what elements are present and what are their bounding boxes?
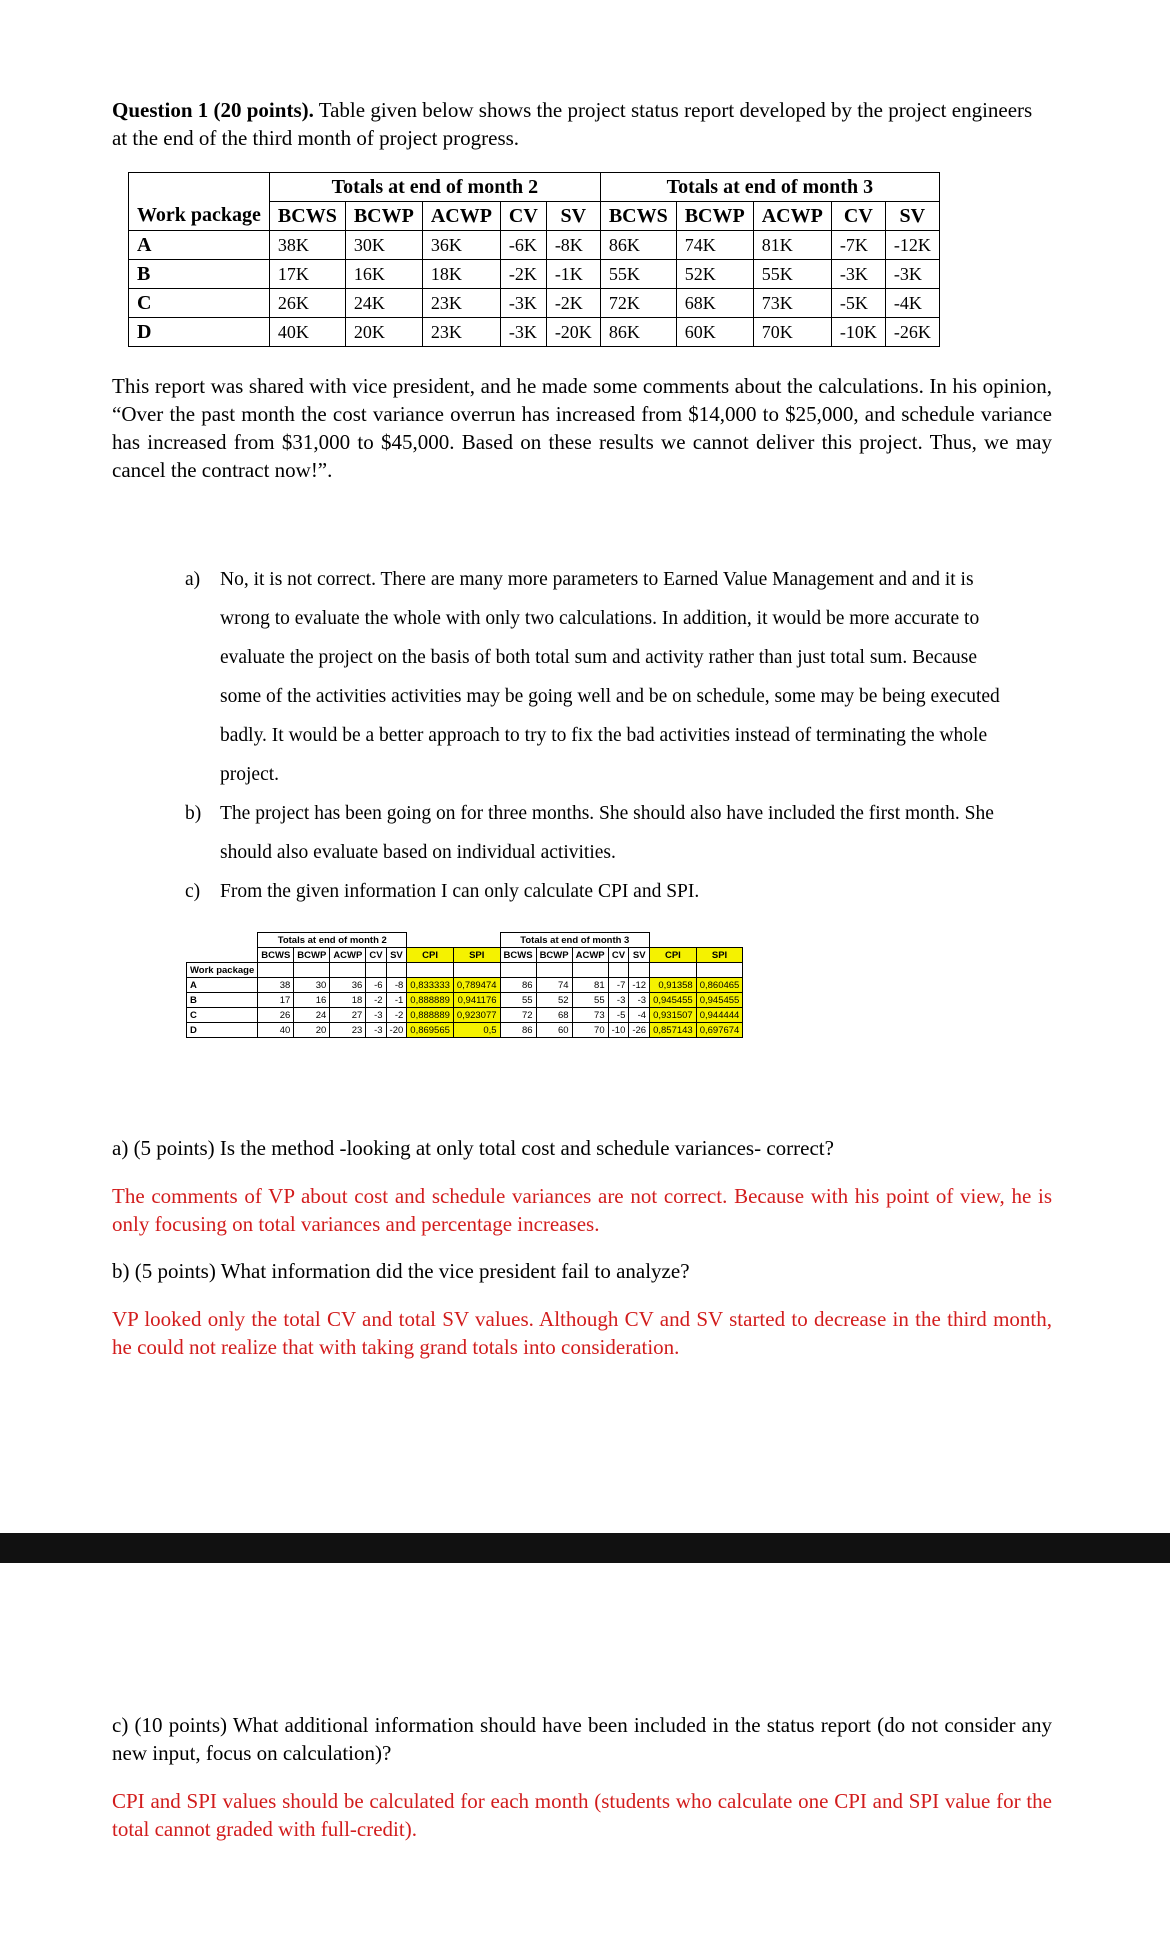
value-cell: -20K	[546, 318, 600, 347]
table-row	[187, 993, 743, 1008]
table-row	[187, 1008, 743, 1023]
table-row	[187, 978, 743, 993]
value-cell: -10	[608, 1023, 629, 1038]
value-cell: 18	[330, 993, 366, 1008]
value-cell: -3	[366, 1008, 386, 1023]
col-header: ACWP	[330, 948, 366, 963]
work-package-cell: D	[129, 318, 270, 347]
value-cell: -3	[629, 993, 650, 1008]
spacer-cell	[650, 933, 697, 948]
value-cell: 74K	[676, 231, 753, 260]
answer-text: No, it is not correct. There are many more parameters to Earned Value Management and and it is wrong to evaluate the whole with only two calculations. In addition, it would be more accurate to evaluate the project on the basis of both total sum and activity rather than just total sum. Because some of the activities activities may be going well and be on schedule, some may be being executed badly. It would be a better approach to try to fix the bad activities instead of terminating the whole project.	[220, 569, 1000, 785]
value-cell: 0,697674	[696, 1023, 743, 1038]
value-cell: 23	[330, 1023, 366, 1038]
value-cell: 38	[258, 978, 294, 993]
spacer-cell	[407, 933, 454, 948]
work-package-cell: A	[129, 231, 270, 260]
vp-comment-paragraph: This report was shared with vice president, and he made some comments about the calculations. In his opinion, “Over the past month the cost variance overrun has increased from $14,000 to $25,000, and schedule variance has increased from $31,000 to $45,000. Based on these results we cannot deliver this project. Thus, we may cancel the contract now!”.	[112, 374, 1052, 482]
answer-a: The comments of VP about cost and schedule variances are not correct. Because with his point of view, he is only focusing on total variances and percentage increases.	[112, 1184, 1052, 1236]
spreadsheet-body	[187, 978, 743, 1038]
table-row	[129, 318, 940, 347]
value-cell: 86K	[600, 318, 676, 347]
value-cell: 60K	[676, 318, 753, 347]
value-cell: 86	[500, 978, 536, 993]
status-report-body	[129, 231, 940, 347]
col-header: SV	[546, 202, 600, 231]
col-header: BCWS	[500, 948, 536, 963]
corner-cell	[187, 933, 258, 948]
col-header: BCWP	[536, 948, 572, 963]
table-row	[129, 231, 940, 260]
empty-cell	[572, 963, 608, 978]
work-package-header: Work package	[129, 202, 270, 231]
value-cell: 24K	[345, 289, 422, 318]
value-cell: -12K	[885, 231, 939, 260]
value-cell: 40K	[269, 318, 345, 347]
col-header: BCWP	[294, 948, 330, 963]
col-header: CPI	[407, 948, 454, 963]
answer-letter: c)	[185, 881, 201, 902]
col-header: CPI	[650, 948, 697, 963]
col-header: ACWP	[572, 948, 608, 963]
value-cell: -2K	[500, 260, 546, 289]
work-package-header: Work package	[187, 963, 258, 978]
value-cell: 74	[536, 978, 572, 993]
value-cell: 72	[500, 1008, 536, 1023]
corner-cell	[187, 948, 258, 963]
value-cell: 0,945455	[696, 993, 743, 1008]
empty-cell	[407, 963, 454, 978]
col-header: CV	[366, 948, 386, 963]
value-cell: -3	[608, 993, 629, 1008]
value-cell: -3K	[500, 318, 546, 347]
work-package-cell: B	[187, 993, 258, 1008]
value-cell: 0,945455	[650, 993, 697, 1008]
value-cell: -26	[629, 1023, 650, 1038]
empty-cell	[453, 963, 500, 978]
empty-cell	[696, 963, 743, 978]
col-header: BCWS	[258, 948, 294, 963]
value-cell: 23K	[422, 318, 500, 347]
value-cell: 0,5	[453, 1023, 500, 1038]
value-cell: -2K	[546, 289, 600, 318]
student-answer-list	[185, 560, 1015, 911]
value-cell: -7K	[831, 231, 885, 260]
value-cell: -26K	[885, 318, 939, 347]
value-cell: -4K	[885, 289, 939, 318]
table-row	[187, 1023, 743, 1038]
table-row	[129, 260, 940, 289]
month3-group-header: Totals at end of month 3	[600, 173, 939, 202]
value-cell: 73K	[753, 289, 831, 318]
col-header: ACWP	[753, 202, 831, 231]
empty-cell	[629, 963, 650, 978]
student-answer-item	[185, 560, 1015, 794]
col-header: CV	[608, 948, 629, 963]
empty-cell	[294, 963, 330, 978]
value-cell: 27	[330, 1008, 366, 1023]
col-header: BCWS	[600, 202, 676, 231]
value-cell: -12	[629, 978, 650, 993]
value-cell: 70	[572, 1023, 608, 1038]
value-cell: 0,91358	[650, 978, 697, 993]
answer-c: CPI and SPI values should be calculated for each month (students who calculate one CPI and SPI value for the total cannot graded with full-credit).	[112, 1789, 1052, 1841]
work-package-cell: A	[187, 978, 258, 993]
col-header: CV	[500, 202, 546, 231]
table-row	[129, 289, 940, 318]
col-header: BCWS	[269, 202, 345, 231]
answer-b: VP looked only the total CV and total SV values. Although CV and SV started to decrease in the third month, he could not realize that with taking grand totals into consideration.	[112, 1307, 1052, 1359]
question-label: Question 1 (20 points).	[112, 98, 314, 122]
work-package-cell: B	[129, 260, 270, 289]
value-cell: 0,931507	[650, 1008, 697, 1023]
col-header: SV	[629, 948, 650, 963]
value-cell: -7	[608, 978, 629, 993]
value-cell: -6	[366, 978, 386, 993]
value-cell: 73	[572, 1008, 608, 1023]
page-divider-bar	[0, 1533, 1170, 1563]
month2-group-header: Totals at end of month 2	[269, 173, 600, 202]
value-cell: 0,888889	[407, 993, 454, 1008]
value-cell: 72K	[600, 289, 676, 318]
value-cell: 86	[500, 1023, 536, 1038]
value-cell: 68K	[676, 289, 753, 318]
col-header: SV	[386, 948, 407, 963]
empty-cell	[258, 963, 294, 978]
value-cell: 52	[536, 993, 572, 1008]
value-cell: -6K	[500, 231, 546, 260]
student-answer-item	[185, 872, 1015, 911]
value-cell: -5	[608, 1008, 629, 1023]
value-cell: 81K	[753, 231, 831, 260]
col-header: SPI	[696, 948, 743, 963]
value-cell: 18K	[422, 260, 500, 289]
value-cell: 30	[294, 978, 330, 993]
month2-group-header: Totals at end of month 2	[258, 933, 407, 948]
question-text: Table given below shows the project status report developed by the project engineers at the end of the third month of project progress.	[112, 98, 1033, 150]
value-cell: 38K	[269, 231, 345, 260]
empty-cell	[536, 963, 572, 978]
value-cell: 68	[536, 1008, 572, 1023]
corner-cell	[129, 173, 270, 202]
value-cell: 86K	[600, 231, 676, 260]
col-header: SPI	[453, 948, 500, 963]
value-cell: -2	[386, 1008, 407, 1023]
value-cell: -3K	[500, 289, 546, 318]
value-cell: 70K	[753, 318, 831, 347]
empty-cell	[608, 963, 629, 978]
empty-cell	[650, 963, 697, 978]
value-cell: 23K	[422, 289, 500, 318]
question-a: a) (5 points) Is the method -looking at only total cost and schedule variances- correct?	[112, 1136, 834, 1160]
value-cell: 60	[536, 1023, 572, 1038]
value-cell: 55	[500, 993, 536, 1008]
value-cell: 36	[330, 978, 366, 993]
value-cell: 55	[572, 993, 608, 1008]
value-cell: -3	[366, 1023, 386, 1038]
value-cell: 20K	[345, 318, 422, 347]
value-cell: 26	[258, 1008, 294, 1023]
value-cell: 16	[294, 993, 330, 1008]
value-cell: -10K	[831, 318, 885, 347]
student-answer-item	[185, 794, 1015, 872]
col-header: ACWP	[422, 202, 500, 231]
answer-letter: a)	[185, 569, 201, 590]
value-cell: -4	[629, 1008, 650, 1023]
empty-cell	[500, 963, 536, 978]
question-title	[112, 96, 1052, 152]
col-header: CV	[831, 202, 885, 231]
value-cell: -2	[366, 993, 386, 1008]
value-cell: 26K	[269, 289, 345, 318]
value-cell: 0,857143	[650, 1023, 697, 1038]
answer-text: From the given information I can only calculate CPI and SPI.	[220, 881, 700, 902]
work-package-cell: C	[129, 289, 270, 318]
value-cell: 55K	[600, 260, 676, 289]
value-cell: -3K	[885, 260, 939, 289]
value-cell: 0,860465	[696, 978, 743, 993]
value-cell: 36K	[422, 231, 500, 260]
value-cell: -1K	[546, 260, 600, 289]
value-cell: 0,923077	[453, 1008, 500, 1023]
value-cell: 0,869565	[407, 1023, 454, 1038]
question-b: b) (5 points) What information did the vice president fail to analyze?	[112, 1259, 690, 1283]
value-cell: 0,833333	[407, 978, 454, 993]
spreadsheet-table	[186, 932, 743, 1038]
value-cell: -8K	[546, 231, 600, 260]
value-cell: 24	[294, 1008, 330, 1023]
answer-text: The project has been going on for three months. She should also have included the first month. She should also evaluate based on individual activities.	[220, 803, 994, 863]
value-cell: -3K	[831, 260, 885, 289]
value-cell: -1	[386, 993, 407, 1008]
empty-cell	[366, 963, 386, 978]
answer-letter: b)	[185, 803, 202, 824]
value-cell: 0,888889	[407, 1008, 454, 1023]
value-cell: 17	[258, 993, 294, 1008]
value-cell: -5K	[831, 289, 885, 318]
status-report-table	[128, 172, 940, 347]
value-cell: 0,944444	[696, 1008, 743, 1023]
work-package-cell: C	[187, 1008, 258, 1023]
value-cell: -8	[386, 978, 407, 993]
spacer-cell	[696, 933, 743, 948]
value-cell: 0,789474	[453, 978, 500, 993]
month3-group-header: Totals at end of month 3	[500, 933, 650, 948]
value-cell: 40	[258, 1023, 294, 1038]
value-cell: 30K	[345, 231, 422, 260]
empty-cell	[386, 963, 407, 978]
value-cell: -20	[386, 1023, 407, 1038]
col-header: BCWP	[345, 202, 422, 231]
value-cell: 17K	[269, 260, 345, 289]
empty-cell	[330, 963, 366, 978]
col-header: BCWP	[676, 202, 753, 231]
value-cell: 55K	[753, 260, 831, 289]
value-cell: 0,941176	[453, 993, 500, 1008]
value-cell: 16K	[345, 260, 422, 289]
question-c: c) (10 points) What additional information should have been included in the status report (do not consider any new input, focus on calculation)?	[112, 1713, 1052, 1765]
value-cell: 81	[572, 978, 608, 993]
value-cell: 20	[294, 1023, 330, 1038]
col-header: SV	[885, 202, 939, 231]
work-package-cell: D	[187, 1023, 258, 1038]
value-cell: 52K	[676, 260, 753, 289]
spacer-cell	[453, 933, 500, 948]
